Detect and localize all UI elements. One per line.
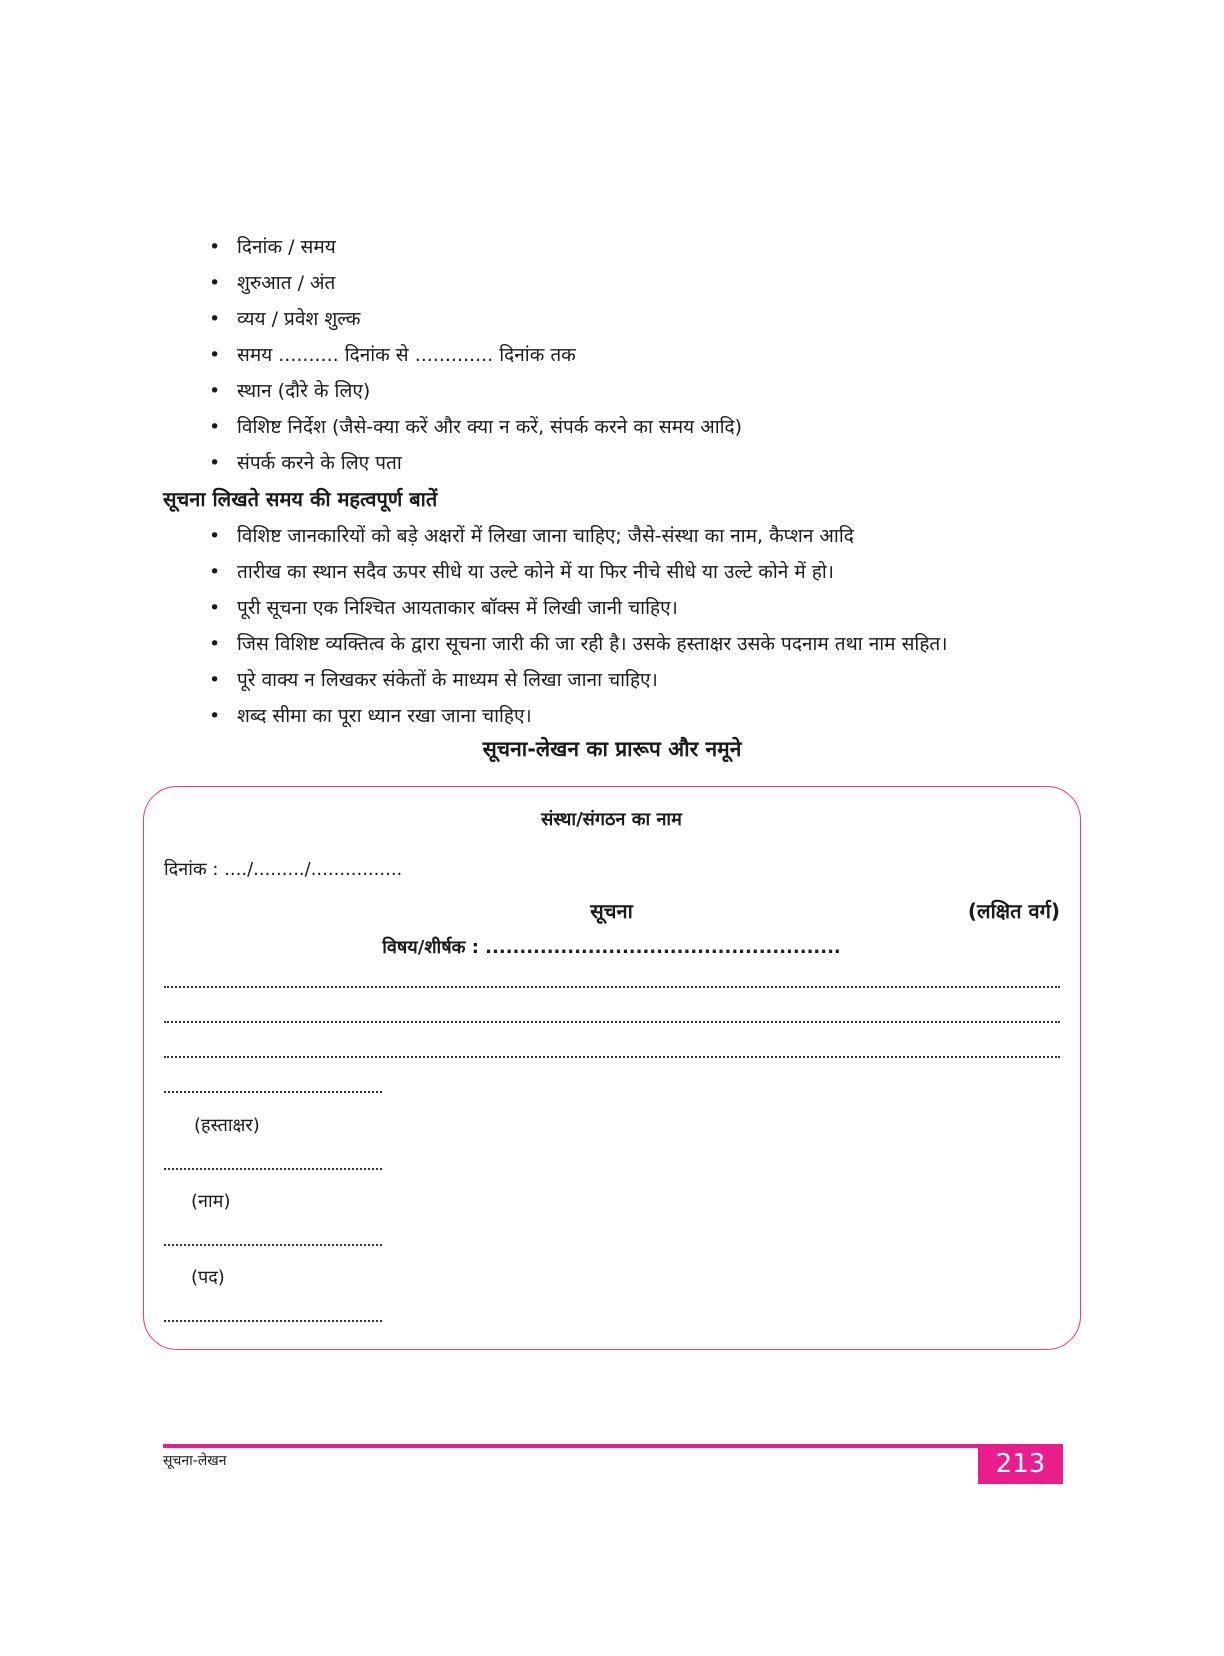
dotted-line [164,1056,1060,1058]
org-name: संस्था/संगठन का नाम [541,809,682,830]
dotted-line [164,986,1060,988]
list-item: • शब्द सीमा का पूरा ध्यान रखा जाना चाहिए। [205,698,947,734]
list-item: • विशिष्ट निर्देश (जैसे-क्या करें और क्या न करें, संपर्क करने का समय आदि) [205,409,742,445]
format-heading: सूचना-लेखन का प्रारूप और नमूने [482,737,742,761]
notice-format-box [143,786,1081,1350]
date-line: दिनांक : ..../........./................ [164,859,403,880]
dotted-line [164,1091,382,1093]
section-heading: सूचना लिखते समय की महत्वपूर्ण बातें [163,487,438,511]
list-item: • समय .......... दिनांक से ............. दिनांक तक [205,337,742,373]
page-number: 213 [978,1444,1063,1484]
list-item: • तारीख का स्थान सदैव ऊपर सीधे या उल्टे कोने में या फिर नीचे सीधे या उल्टे कोने में हो। [205,554,947,590]
list-item: • पूरे वाक्य न लिखकर संकेतों के माध्यम से लिखा जाना चाहिए। [205,662,947,698]
list-item: • दिनांक / समय [205,229,742,265]
signature-label: (हस्ताक्षर) [194,1115,260,1136]
list-item: • संपर्क करने के लिए पता [205,445,742,481]
list-item: • जिस विशिष्ट व्यक्तित्व के द्वारा सूचना जारी की जा रही है। उसके हस्ताक्षर उसके पदनाम तथा नाम सहित। [205,626,947,662]
dotted-line [164,1021,1060,1023]
list-item: • विशिष्ट जानकारियों को बड़े अक्षरों में लिखा जाना चाहिए; जैसे-संस्था का नाम, कैप्शन आदि [205,518,947,554]
list-item: • शुरुआत / अंत [205,265,742,301]
name-label: (नाम) [191,1191,231,1212]
important-points-list [205,518,947,734]
list-item: • पूरी सूचना एक निश्चित आयताकार बॉक्स में लिखी जानी चाहिए। [205,590,947,626]
post-label: (पद) [191,1267,225,1288]
subject-line: विषय/शीर्षक : .................................................... [382,937,841,958]
format-points-list [205,229,742,481]
target-audience: (लक्षित वर्ग) [967,899,1060,923]
chapter-name: सूचना-लेखन [163,1453,227,1469]
footer-divider [163,1444,1063,1448]
list-item: • व्यय / प्रवेश शुल्क [205,301,742,337]
dotted-line [164,1244,382,1246]
notice-title: सूचना [590,899,633,923]
dotted-line [164,1168,382,1170]
list-item: • स्थान (दौरे के लिए) [205,373,742,409]
dotted-line [164,1320,382,1322]
